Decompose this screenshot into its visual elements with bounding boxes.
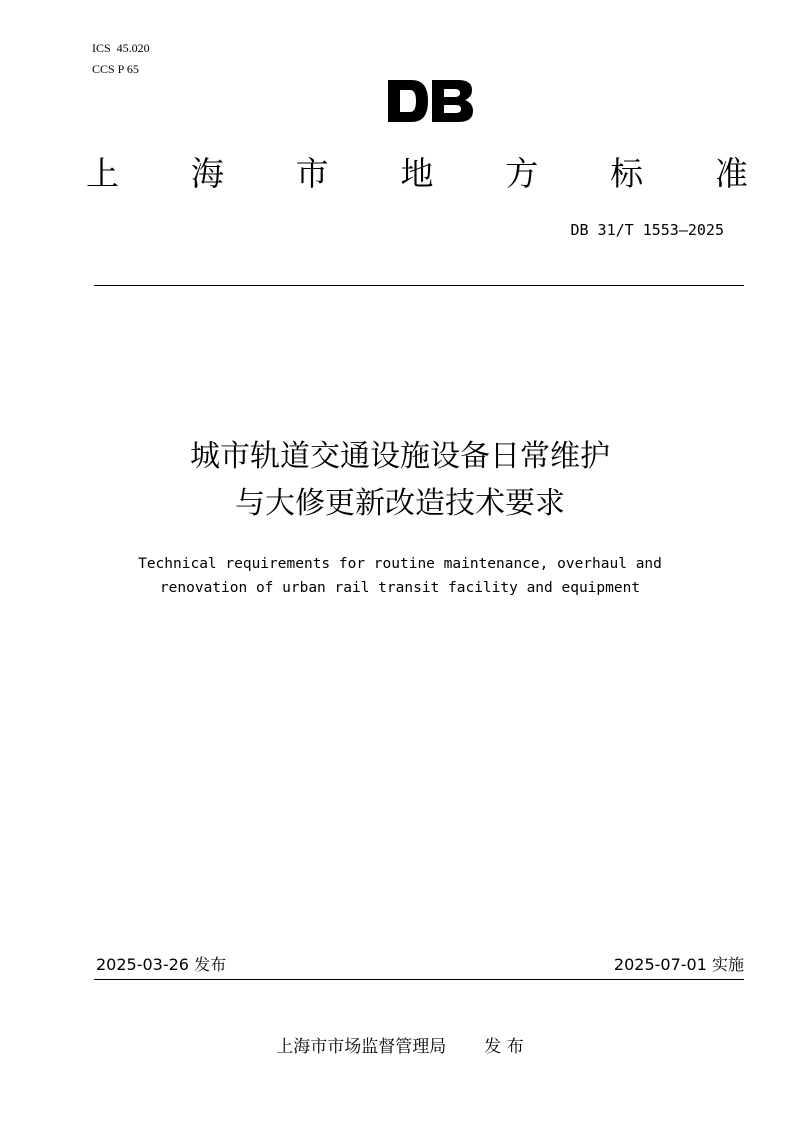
- ics-code: ICS 45.020: [92, 41, 150, 55]
- top-divider: [94, 285, 744, 286]
- english-title-line-2: renovation of urban rail transit facility and equipment: [159, 580, 641, 596]
- issuer-line: [0, 1034, 800, 1060]
- chinese-title-line-2: 与大修更新改造技术要求: [235, 486, 565, 521]
- ccs-code: CCS P 65: [92, 62, 139, 76]
- standard-type-title: [86, 150, 748, 198]
- standard-type-char: 准: [714, 154, 748, 193]
- issuer-name: 上海市市场监督管理局: [276, 1037, 447, 1057]
- db-logo: [386, 79, 474, 123]
- standard-type-char: 市: [295, 154, 329, 193]
- standard-type-char: 方: [505, 154, 539, 193]
- classification-block: [92, 38, 150, 80]
- standard-type-char: 地: [400, 154, 434, 193]
- publish-date: 2025-03-26 发布: [96, 955, 227, 974]
- bottom-divider: [94, 979, 744, 980]
- implement-date: 2025-07-01 实施: [613, 955, 744, 974]
- standard-code: DB 31/T 1553—2025: [570, 221, 724, 239]
- standard-type-char: 上: [86, 154, 119, 193]
- chinese-title-line-1: 城市轨道交通设施设备日常维护: [190, 439, 610, 474]
- chinese-title: [0, 433, 800, 527]
- standard-type-char: 海: [190, 154, 224, 193]
- issuer-action: 发 布: [484, 1037, 524, 1057]
- english-title: [0, 552, 800, 600]
- standard-type-char: 标: [610, 154, 644, 193]
- english-title-line-1: Technical requirements for routine maintenance, overhaul and: [138, 556, 662, 572]
